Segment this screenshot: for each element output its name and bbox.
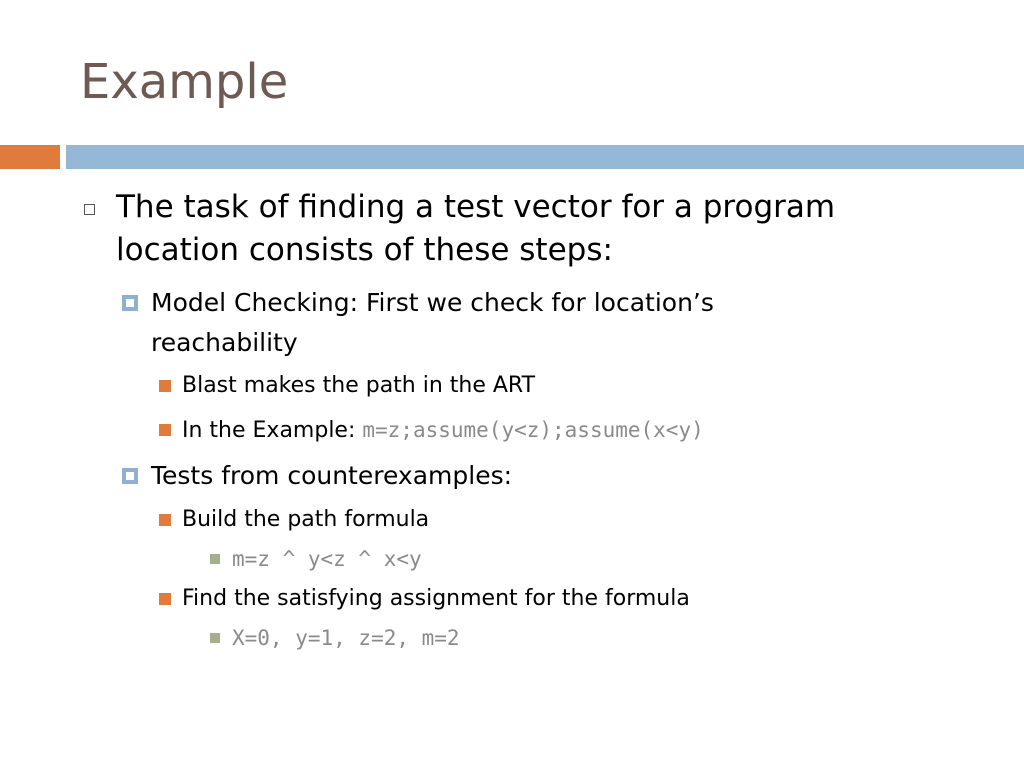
tests-point: Tests from counterexamples: <box>151 461 513 490</box>
square-bullet-icon <box>159 380 171 392</box>
path-formula: m=z ^ y<z ^ x<y <box>232 547 422 571</box>
square-bullet-icon <box>159 514 171 526</box>
blast-point: Blast makes the path in the ART <box>182 373 536 398</box>
example-point <box>182 413 704 448</box>
main-point-line-2: location consists of these steps: <box>116 232 613 268</box>
model-checking-line-2: reachability <box>151 328 298 357</box>
assignment-values: X=0, y=1, z=2, m=2 <box>232 626 460 650</box>
example-code: m=z;assume(y<z);assume(x<y) <box>362 418 704 442</box>
framed-square-bullet-icon <box>122 468 138 484</box>
slide-title: Example <box>80 54 289 110</box>
small-square-bullet-icon <box>210 554 220 564</box>
main-point-line-1: The task of finding a test vector for a program <box>116 189 836 225</box>
small-square-bullet-icon <box>210 633 220 643</box>
find-assignment-point: Find the satisfying assignment for the formula <box>182 586 690 611</box>
square-bullet-icon <box>159 424 171 436</box>
square-bullet-icon <box>159 593 171 605</box>
model-checking-line-1: Model Checking: First we check for location’s <box>151 288 714 317</box>
title-accent-bar-blue <box>66 145 1024 169</box>
example-label: In the Example: <box>182 418 363 443</box>
hollow-square-bullet-icon <box>84 204 95 215</box>
title-accent-bar-orange <box>0 145 60 169</box>
build-path-point: Build the path formula <box>182 507 430 532</box>
framed-square-bullet-icon <box>122 295 138 311</box>
